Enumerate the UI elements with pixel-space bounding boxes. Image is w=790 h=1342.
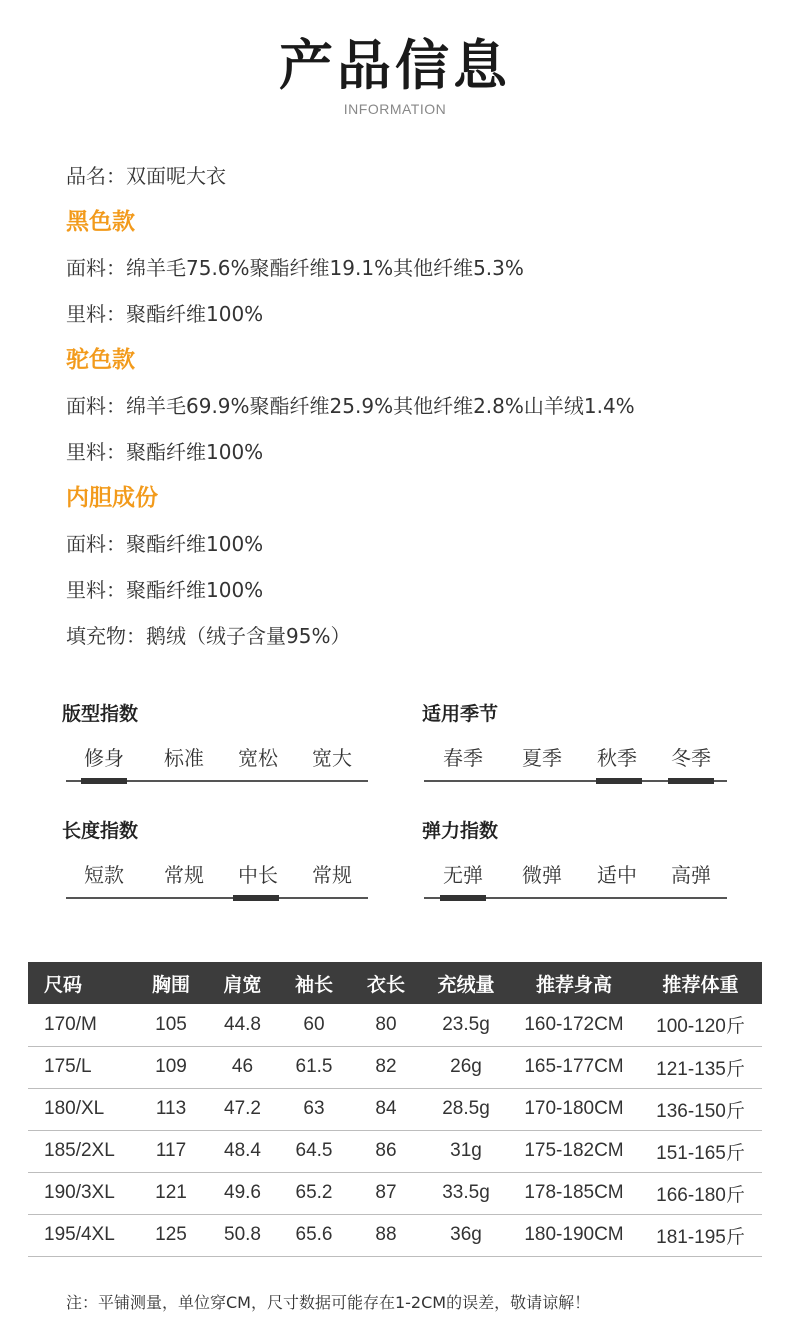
season-option-spring: 春季 <box>443 746 483 770</box>
table-row <box>28 1088 762 1130</box>
table-cell: 100-120斤 <box>639 1004 762 1046</box>
table-cell: 84 <box>349 1088 423 1130</box>
table-cell: 80 <box>349 1004 423 1046</box>
table-cell: 49.6 <box>206 1172 279 1214</box>
table-cell: 136-150斤 <box>639 1088 762 1130</box>
header-chest: 胸围 <box>136 962 206 1004</box>
table-cell: 28.5g <box>423 1088 509 1130</box>
table-row <box>28 1214 762 1256</box>
header-down-fill: 充绒量 <box>423 962 509 1004</box>
table-cell: 65.6 <box>279 1214 349 1256</box>
table-cell: 151-165斤 <box>639 1130 762 1172</box>
season-selected-marker-winter <box>668 778 714 784</box>
table-cell: 82 <box>349 1046 423 1088</box>
table-row <box>28 1046 762 1088</box>
table-cell: 63 <box>279 1088 349 1130</box>
table-row <box>28 1172 762 1214</box>
table-cell: 180/XL <box>28 1088 136 1130</box>
table-cell: 185/2XL <box>28 1130 136 1172</box>
table-cell: 121-135斤 <box>639 1046 762 1088</box>
length-option-regular-2: 常规 <box>312 863 352 887</box>
elasticity-index-title: 弹力指数 <box>422 820 499 842</box>
header-shoulder: 肩宽 <box>206 962 279 1004</box>
table-cell: 61.5 <box>279 1046 349 1088</box>
black-variant-heading: 黑色款 <box>66 209 135 235</box>
table-cell: 121 <box>136 1172 206 1214</box>
length-selected-marker <box>233 895 279 901</box>
table-cell: 190/3XL <box>28 1172 136 1214</box>
camel-variant-heading: 驼色款 <box>66 347 135 373</box>
table-cell: 36g <box>423 1214 509 1256</box>
table-cell: 31g <box>423 1130 509 1172</box>
season-index-title: 适用季节 <box>422 703 499 725</box>
table-cell: 160-172CM <box>509 1004 639 1046</box>
inner-lining: 里料：聚酯纤维100% <box>66 578 264 602</box>
table-cell: 47.2 <box>206 1088 279 1130</box>
season-selected-marker-autumn <box>596 778 642 784</box>
measurement-note: 注：平铺测量，单位穿CM，尺寸数据可能存在1-2CM的误差，敬请谅解！ <box>66 1293 591 1312</box>
table-cell: 26g <box>423 1046 509 1088</box>
length-option-regular: 常规 <box>164 863 204 887</box>
table-cell: 175/L <box>28 1046 136 1088</box>
elasticity-option-high: 高弹 <box>671 863 711 887</box>
table-cell: 50.8 <box>206 1214 279 1256</box>
header-height: 推荐身高 <box>509 962 639 1004</box>
table-cell: 65.2 <box>279 1172 349 1214</box>
table-cell: 113 <box>136 1088 206 1130</box>
table-row <box>28 1130 762 1172</box>
length-option-short: 短款 <box>84 863 124 887</box>
season-option-summer: 夏季 <box>522 746 562 770</box>
table-cell: 86 <box>349 1130 423 1172</box>
table-cell: 181-195斤 <box>639 1214 762 1256</box>
table-cell: 60 <box>279 1004 349 1046</box>
table-cell: 165-177CM <box>509 1046 639 1088</box>
elasticity-option-slight: 微弹 <box>522 863 562 887</box>
black-lining: 里料：聚酯纤维100% <box>66 302 264 326</box>
table-cell: 109 <box>136 1046 206 1088</box>
table-cell: 44.8 <box>206 1004 279 1046</box>
camel-lining: 里料：聚酯纤维100% <box>66 440 264 464</box>
length-option-mid-long: 中长 <box>238 863 278 887</box>
fit-index-title: 版型指数 <box>62 703 139 725</box>
table-row <box>28 1004 762 1046</box>
table-cell: 170/M <box>28 1004 136 1046</box>
table-cell: 180-190CM <box>509 1214 639 1256</box>
header-size: 尺码 <box>28 962 136 1004</box>
elasticity-selected-marker <box>440 895 486 901</box>
fit-option-oversize: 宽大 <box>312 746 352 770</box>
table-cell: 46 <box>206 1046 279 1088</box>
inner-filling: 填充物：鹅绒（绒子含量95%） <box>66 624 351 648</box>
product-name: 品名：双面呢大衣 <box>66 164 226 188</box>
page-title: 产品信息 <box>279 34 511 97</box>
table-cell: 117 <box>136 1130 206 1172</box>
table-cell: 23.5g <box>423 1004 509 1046</box>
inner-fabric: 面料：聚酯纤维100% <box>66 532 264 556</box>
table-cell: 33.5g <box>423 1172 509 1214</box>
fit-option-loose: 宽松 <box>238 746 278 770</box>
fit-selected-marker <box>81 778 127 784</box>
fit-option-standard: 标准 <box>164 746 204 770</box>
fit-option-slim: 修身 <box>84 746 124 770</box>
header-weight: 推荐体重 <box>639 962 762 1004</box>
season-option-autumn: 秋季 <box>597 746 637 770</box>
inner-lining-heading: 内胆成份 <box>66 485 158 511</box>
table-cell: 178-185CM <box>509 1172 639 1214</box>
table-cell: 88 <box>349 1214 423 1256</box>
table-cell: 64.5 <box>279 1130 349 1172</box>
length-index-title: 长度指数 <box>62 820 139 842</box>
elasticity-option-none: 无弹 <box>443 863 483 887</box>
size-table-header-row <box>28 962 762 1004</box>
table-cell: 166-180斤 <box>639 1172 762 1214</box>
table-cell: 87 <box>349 1172 423 1214</box>
black-fabric: 面料：绵羊毛75.6%聚酯纤维19.1%其他纤维5.3% <box>66 256 524 280</box>
header-sleeve: 袖长 <box>279 962 349 1004</box>
size-table <box>28 962 762 1257</box>
table-cell: 105 <box>136 1004 206 1046</box>
season-option-winter: 冬季 <box>671 746 711 770</box>
table-cell: 125 <box>136 1214 206 1256</box>
header-length: 衣长 <box>349 962 423 1004</box>
elasticity-option-moderate: 适中 <box>597 863 637 887</box>
table-cell: 48.4 <box>206 1130 279 1172</box>
table-cell: 195/4XL <box>28 1214 136 1256</box>
table-cell: 175-182CM <box>509 1130 639 1172</box>
page-subtitle: INFORMATION <box>343 101 447 117</box>
camel-fabric: 面料：绵羊毛69.9%聚酯纤维25.9%其他纤维2.8%山羊绒1.4% <box>66 394 635 418</box>
length-scale-line <box>66 897 368 899</box>
table-cell: 170-180CM <box>509 1088 639 1130</box>
